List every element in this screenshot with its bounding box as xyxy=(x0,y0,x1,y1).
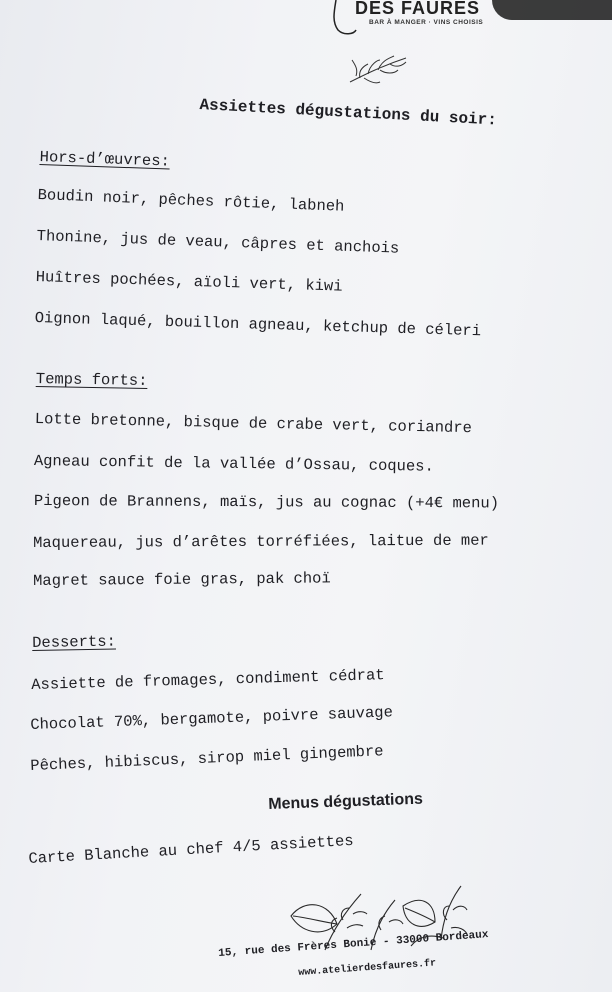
logo-tagline: BAR À MANGER · VINS CHOISIS xyxy=(369,19,484,26)
section-heading-hors-doeuvres: Hors-d’œuvres: xyxy=(39,148,171,171)
herb-sprig-icon xyxy=(346,48,410,88)
dark-object-corner xyxy=(492,0,612,20)
menu-item: Assiette de fromages, condiment cédrat xyxy=(31,666,385,694)
menus-heading: Menus dégustations xyxy=(268,790,424,813)
menu-item: Huîtres pochées, aïoli vert, kiwi xyxy=(35,268,343,296)
menu-item: Magret sauce foie gras, pak choï xyxy=(33,569,331,590)
menu-item: Pêches, hibiscus, sirop miel gingembre xyxy=(30,742,384,775)
section-heading-desserts: Desserts: xyxy=(32,632,117,652)
menu-item: Lotte bretonne, bisque de crabe vert, coriandre xyxy=(34,410,473,438)
carte-blanche-item: Carte Blanche au chef 4/5 assiettes xyxy=(28,831,355,868)
menu-item: Boudin noir, pêches rôtie, labneh xyxy=(37,186,345,216)
section-heading-temps-forts: Temps forts: xyxy=(35,370,148,390)
page-title: Assiettes dégustations du soir: xyxy=(199,96,498,130)
menu-item: Thonine, jus de veau, câpres et anchois xyxy=(36,227,400,258)
menu-item: Agneau confit de la vallée d’Ossau, coques. xyxy=(33,452,434,476)
footer-address: 15, rue des Frères Bonie - 33000 Bordeaux xyxy=(218,929,489,960)
menu-item: Pigeon de Brannens, maïs, jus au cognac (+4€ menu) xyxy=(33,492,500,513)
menu-item: Chocolat 70%, bergamote, poivre sauvage xyxy=(30,703,394,734)
logo-name: DES FAURES xyxy=(355,0,481,18)
menu-item: Oignon laqué, bouillon agneau, ketchup de céleri xyxy=(34,309,482,341)
menu-item: Maquereau, jus d’arêtes torréfiées, laitue de mer xyxy=(33,531,489,552)
footer-website: www.atelierdesfaures.fr xyxy=(298,958,437,979)
